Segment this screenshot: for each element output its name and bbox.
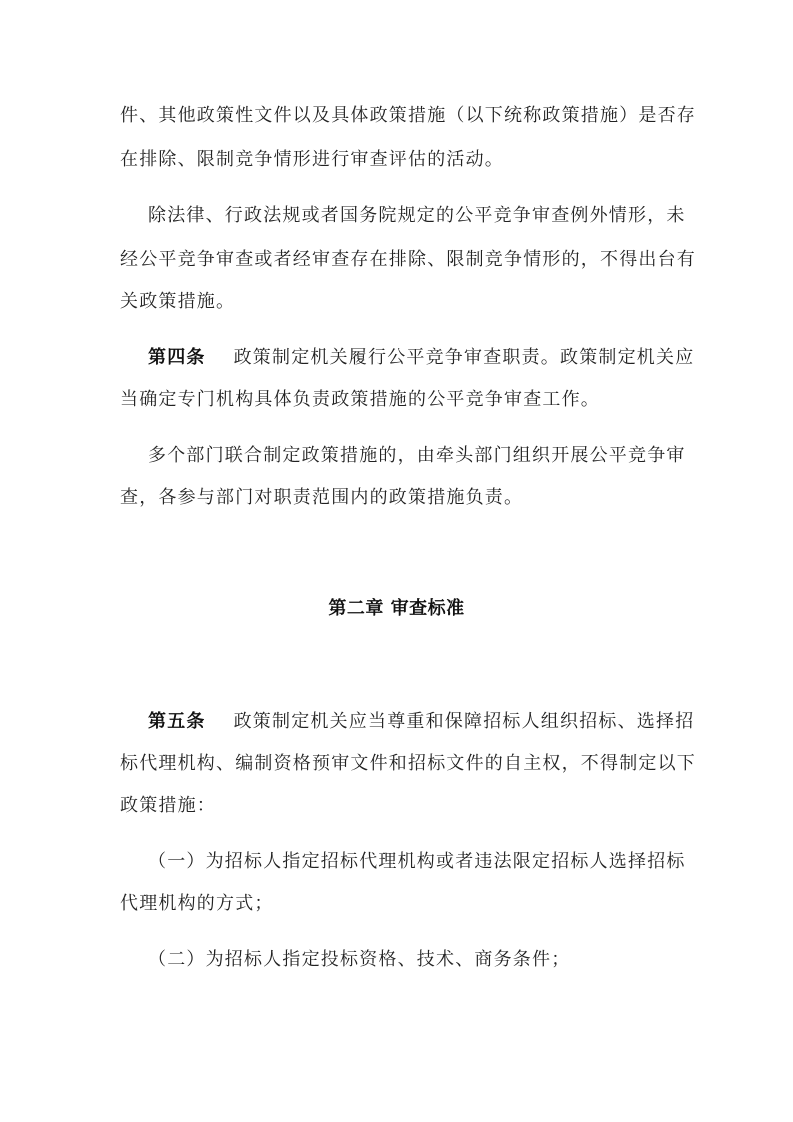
text-line: 政策措施： xyxy=(120,795,216,816)
paragraph-line xyxy=(120,290,793,314)
paragraph-line xyxy=(148,444,793,468)
paragraph-line xyxy=(120,104,793,128)
article-5-line xyxy=(148,710,793,734)
article-label: 第五条 xyxy=(148,711,206,732)
chapter-title: 第二章 审查标准 xyxy=(328,598,465,619)
text-line: 政策制定机关应当尊重和保障招标人组织招标、选择招 xyxy=(233,711,695,732)
text-line: 标代理机构、编制资格预审文件和招标文件的自主权，不得制定以下 xyxy=(120,753,696,774)
text-line: 件、其他政策性文件以及具体政策措施（以下统称政策措施）是否存 xyxy=(120,105,696,126)
text-line: 除法律、行政法规或者国务院规定的公平竞争审查例外情形，未 xyxy=(148,205,686,226)
paragraph-line xyxy=(148,204,793,228)
text-line: 代理机构的方式； xyxy=(120,893,274,914)
paragraph-line xyxy=(120,148,793,172)
text-line: 经公平竞争审查或者经审查存在排除、限制竞争情形的，不得出台有 xyxy=(120,249,696,270)
list-item-line xyxy=(148,948,793,972)
text-line: 查，各参与部门对职责范围内的政策措施负责。 xyxy=(120,487,524,508)
list-item-line xyxy=(148,850,793,874)
list-item-line xyxy=(120,892,793,916)
text-line: 当确定专门机构具体负责政策措施的公平竞争审查工作。 xyxy=(120,389,600,410)
text-line: （一）为招标人指定招标代理机构或者违法限定招标人选择招标 xyxy=(148,851,686,872)
article-label: 第四条 xyxy=(148,347,206,368)
paragraph-line xyxy=(120,752,793,776)
text-line: 关政策措施。 xyxy=(120,291,236,312)
paragraph-line xyxy=(120,248,793,272)
paragraph-line xyxy=(120,794,793,818)
text-line: 多个部门联合制定政策措施的，由牵头部门组织开展公平竞争审 xyxy=(148,445,686,466)
paragraph-line xyxy=(120,486,793,510)
paragraph-line xyxy=(120,388,793,412)
article-4-line xyxy=(148,346,793,370)
text-line: 政策制定机关履行公平竞争审查职责。政策制定机关应 xyxy=(233,347,695,368)
text-line: 在排除、限制竞争情形进行审查评估的活动。 xyxy=(120,149,504,170)
text-line: （二）为招标人指定投标资格、技术、商务条件； xyxy=(148,949,571,970)
